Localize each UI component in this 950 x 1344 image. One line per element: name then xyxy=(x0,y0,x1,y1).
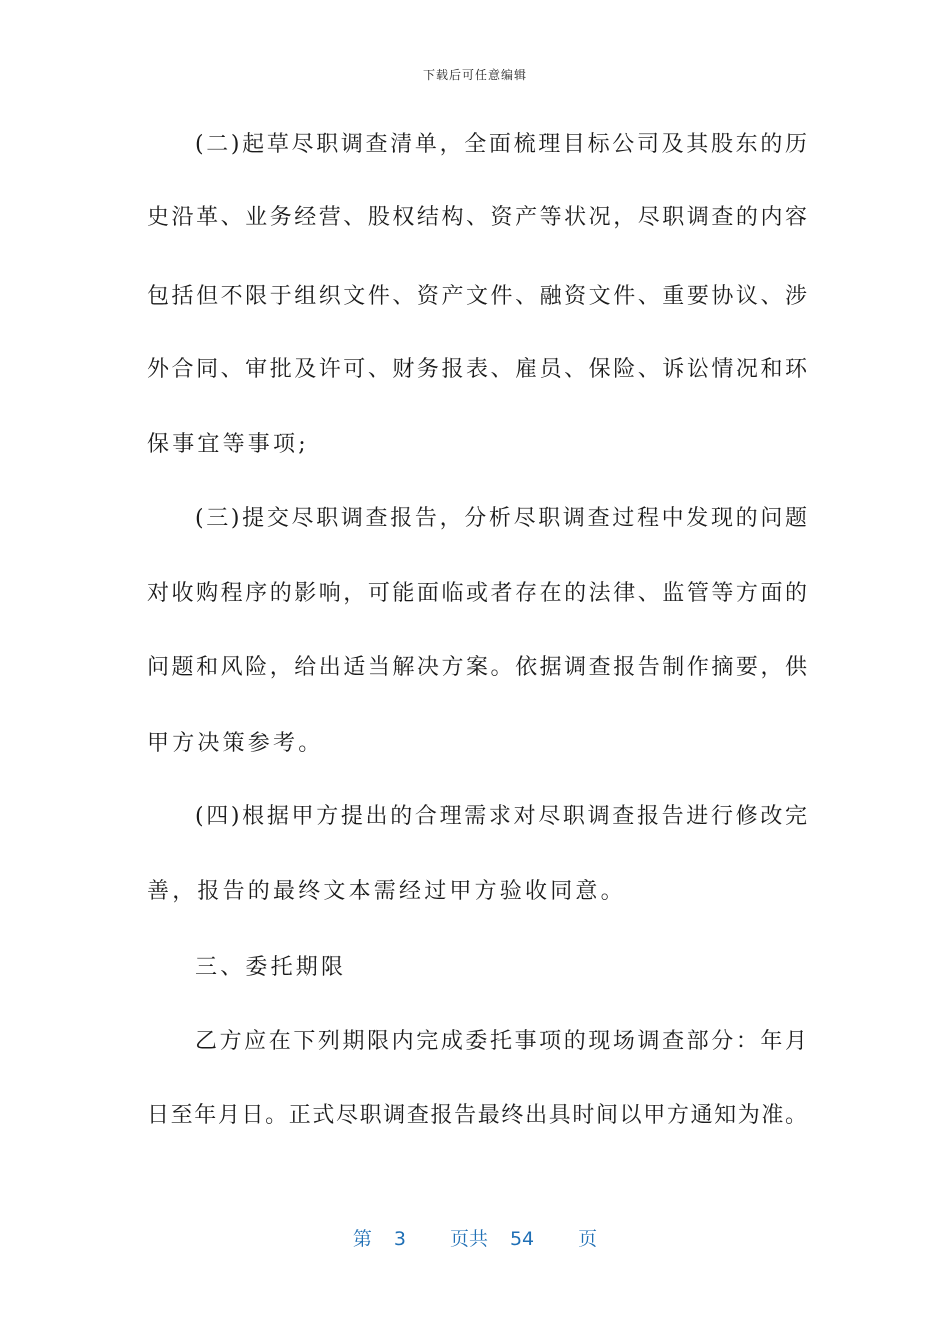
paragraph-line: (二)起草尽职调查清单，全面梳理目标公司及其股东的历 xyxy=(195,132,807,157)
paragraph-line: 保事宜等事项; xyxy=(147,432,309,457)
paragraph-line: 问题和风险，给出适当解决方案。依据调查报告制作摘要，供 xyxy=(147,655,807,680)
paragraph-line: (四)根据甲方提出的合理需求对尽职调查报告进行修改完 xyxy=(195,804,807,829)
page-header: 下载后可任意编辑 xyxy=(422,68,527,82)
paragraph-line: 史沿革、业务经营、股权结构、资产等状况，尽职调查的内容 xyxy=(147,205,807,230)
footer-current-page: 3 xyxy=(393,1228,406,1250)
paragraph-line: 善，报告的最终文本需经过甲方验收同意。 xyxy=(147,879,626,904)
paragraph-line: 外合同、审批及许可、财务报表、雇员、保险、诉讼情况和环 xyxy=(147,357,807,382)
page-footer xyxy=(0,1224,950,1251)
footer-total-label: 页共 xyxy=(449,1228,488,1250)
paragraph-line: 包括但不限于组织文件、资产文件、融资文件、重要协议、涉 xyxy=(147,284,807,309)
paragraph-line: 日至年月日。正式尽职调查报告最终出具时间以甲方通知为准。 xyxy=(147,1103,807,1128)
paragraph-line: 甲方决策参考。 xyxy=(147,731,324,756)
footer-page-suffix: 页 xyxy=(578,1228,598,1250)
paragraph-line: 乙方应在下列期限内完成委托事项的现场调查部分：年月 xyxy=(195,1029,807,1054)
paragraph-line: 对收购程序的影响，可能面临或者存在的法律、监管等方面的 xyxy=(147,581,807,606)
footer-page-label: 第 xyxy=(352,1228,372,1250)
section-heading: 三、委托期限 xyxy=(195,955,347,980)
footer-total-pages: 54 xyxy=(509,1228,535,1250)
paragraph-line: (三)提交尽职调查报告，分析尽职调查过程中发现的问题 xyxy=(195,506,807,531)
